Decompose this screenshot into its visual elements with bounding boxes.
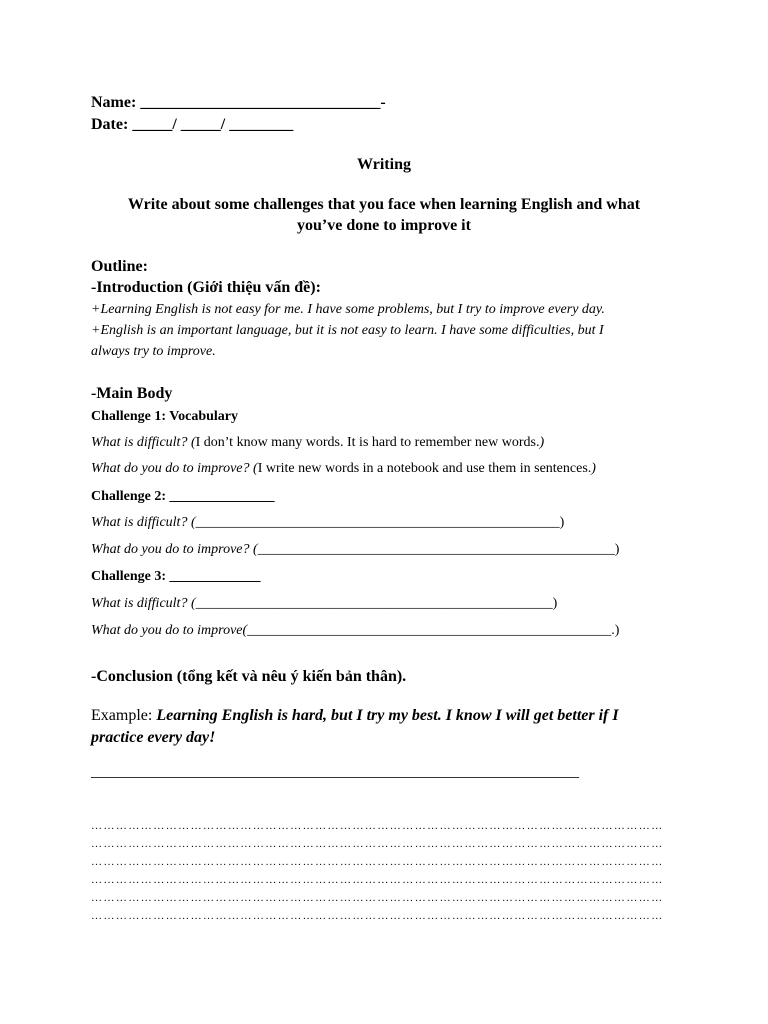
answer-blank[interactable]: ___________________________________________________: [257, 542, 615, 557]
example-text: Learning English is hard, but I try my best. I know I will get better if I: [156, 707, 619, 724]
challenge-3-difficulty[interactable]: [91, 596, 557, 612]
question-label: What do you do to improve(: [91, 623, 248, 638]
close-paren: ): [614, 542, 620, 557]
writing-line-6[interactable]: …………………………………………………………………………………………………………………………: [91, 910, 664, 922]
close-paren: ): [559, 515, 565, 530]
challenge-2-label[interactable]: Challenge 2: _______________: [91, 489, 275, 504]
writing-rule[interactable]: _____________________________________________________________: [91, 763, 579, 780]
writing-line-2[interactable]: …………………………………………………………………………………………………………………………: [91, 838, 664, 850]
prompt-line-1: Write about some challenges that you face when learning English and what: [127, 196, 641, 213]
prompt-line-2: you’ve done to improve it: [297, 217, 471, 234]
close-paren: ): [539, 435, 545, 450]
example-line-2: practice every day!: [91, 729, 216, 746]
challenge-2-improvement[interactable]: [91, 542, 619, 558]
challenge-3-improvement[interactable]: [91, 623, 619, 639]
answer-blank[interactable]: ____________________________________________________.: [247, 623, 615, 638]
intro-line-1: +Learning English is not easy for me. I have some problems, but I try to improve every day.: [91, 302, 605, 317]
question-label: What is difficult? (: [91, 435, 196, 450]
example-label: Example:: [91, 707, 157, 724]
intro-heading: -Introduction (Giới thiệu vấn đề):: [91, 279, 321, 296]
challenge-1-difficulty: [91, 435, 544, 451]
answer-text: I write new words in a notebook and use them in sentences.: [257, 461, 592, 476]
name-field[interactable]: Name: ______________________________-: [91, 94, 386, 111]
challenge-1-improvement: [91, 461, 596, 477]
writing-line-3[interactable]: …………………………………………………………………………………………………………………………: [91, 856, 664, 868]
conclusion-heading: -Conclusion (tổng kết và nêu ý kiến bản thân).: [91, 668, 407, 685]
close-paren: ): [552, 596, 558, 611]
date-field[interactable]: Date: _____/ _____/ ________: [91, 116, 294, 133]
writing-line-4[interactable]: …………………………………………………………………………………………………………………………: [91, 874, 664, 886]
close-paren: ): [591, 461, 596, 476]
intro-line-3: always try to improve.: [91, 344, 216, 359]
question-label: What do you do to improve? (: [91, 461, 258, 476]
question-label: What is difficult? (: [91, 515, 196, 530]
outline-label: Outline:: [91, 258, 148, 275]
question-label: What is difficult? (: [91, 596, 196, 611]
answer-blank[interactable]: ____________________________________________________: [195, 515, 560, 530]
answer-blank[interactable]: ___________________________________________________: [195, 596, 553, 611]
answer-text: I don’t know many words. It is hard to remember new words.: [195, 435, 540, 450]
challenge-3-label[interactable]: Challenge 3: _____________: [91, 569, 261, 584]
page-title: Writing: [357, 156, 411, 173]
main-body-heading: -Main Body: [91, 385, 173, 402]
question-label: What do you do to improve? (: [91, 542, 258, 557]
close-paren: ): [614, 623, 620, 638]
intro-line-2: +English is an important language, but it is not easy to learn. I have some difficulties, but I: [91, 323, 604, 338]
challenge-2-difficulty[interactable]: [91, 515, 564, 531]
challenge-1-label: Challenge 1: Vocabulary: [91, 409, 239, 424]
writing-line-5[interactable]: …………………………………………………………………………………………………………………………: [91, 892, 664, 904]
writing-line-1[interactable]: …………………………………………………………………………………………………………………………: [91, 820, 664, 832]
example-line-1: [91, 707, 619, 725]
